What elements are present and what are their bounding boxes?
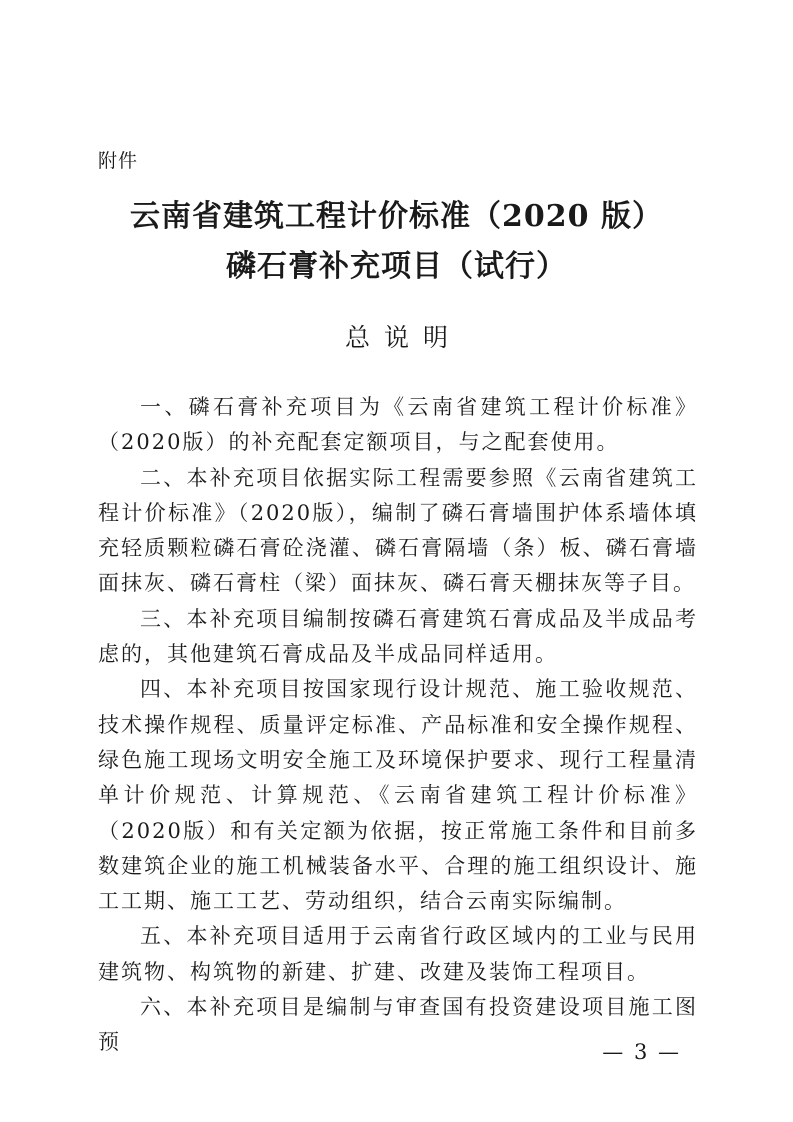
title-line-2: 磷石膏补充项目（试行） [226, 249, 567, 284]
page-number: — 3 — [602, 1040, 681, 1064]
title-line-1: 云南省建筑工程计价标准（2020 版） [130, 199, 663, 234]
paragraph-3: 三、本补充项目编制按磷石膏建筑石膏成品及半成品考虑的，其他建筑石膏成品及半成品同样适用。 [98, 606, 698, 667]
body-text [98, 390, 698, 1061]
document-title [0, 192, 793, 292]
section-title: 总说明 [344, 323, 462, 352]
paragraph-2: 二、本补充项目依据实际工程需要参照《云南省建筑工程计价标准》（2020版），编制了磷石膏墙围护体系墙体填充轻质颗粒磷石膏砼浇灌、磷石膏隔墙（条）板、磷石膏墙面抹灰、磷石膏柱（梁）面抹灰、磷石膏天棚抹灰等子目。 [98, 465, 698, 596]
attachment-label: 附件 [98, 150, 139, 172]
paragraph-6: 六、本补充项目是编制与审查国有投资建设项目施工图预 [98, 995, 698, 1055]
paragraph-5: 五、本补充项目适用于云南省行政区域内的工业与民用建筑物、构筑物的新建、扩建、改建及装饰工程项目。 [98, 924, 698, 984]
paragraph-4: 四、本补充项目按国家现行设计规范、施工验收规范、技术操作规程、质量评定标准、产品标准和安全操作规程、绿色施工现场文明安全施工及环境保护要求、现行工程量清单计价规范、计算规范、《云南省建筑工程计价标准》（2020版）和有关定额为依据，按正常施工条件和目前多数建筑企业的施工机械装备水平、合理的施工组织设计、施工工期、施工工艺、劳动组织，结合云南实际编制。 [98, 677, 698, 914]
paragraph-1: 一、磷石膏补充项目为《云南省建筑工程计价标准》（2020版）的补充配套定额项目，与之配套使用。 [98, 395, 698, 455]
